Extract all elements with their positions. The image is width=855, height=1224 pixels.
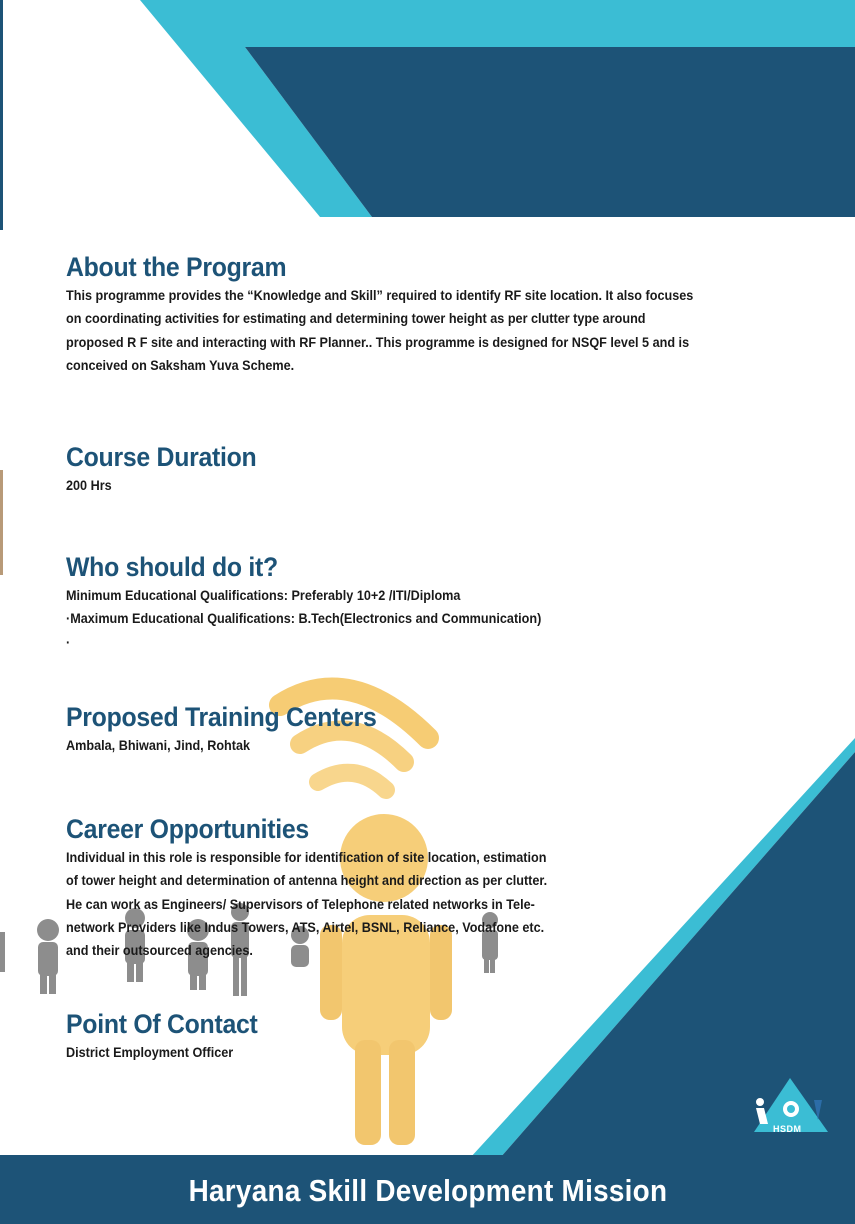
about-line: on coordinating activities for estimating and determining tower height as per clutter type around xyxy=(66,311,646,327)
contact-value: District Employment Officer xyxy=(66,1045,234,1060)
centers-section xyxy=(66,700,716,757)
qualification-line: Minimum Educational Qualifications: Preferably 10+2 /ITI/Diploma xyxy=(66,588,461,603)
career-section xyxy=(66,812,716,962)
footer-title: Haryana Skill Development Mission xyxy=(188,1172,667,1208)
career-line: of tower height and determination of antenna height and direction as per clutter. xyxy=(66,873,548,889)
about-section xyxy=(66,250,716,377)
who-text xyxy=(66,584,671,654)
contact-heading: Point Of Contact xyxy=(66,1009,258,1039)
who-heading: Who should do it? xyxy=(66,552,278,582)
about-line: proposed R F site and interacting with RF Planner.. This programme is designed for NSQF level 5 and is xyxy=(66,334,690,350)
about-line: This programme provides the “Knowledge and Skill” required to identify RF site location. It also focuses xyxy=(66,288,694,303)
who-section xyxy=(66,550,716,654)
duration-heading: Course Duration xyxy=(66,442,257,472)
centers-value: Ambala, Bhiwani, Jind, Rohtak xyxy=(66,738,251,753)
logo-text: HSDM xyxy=(773,1124,802,1134)
duration-section xyxy=(66,440,716,497)
contact-section xyxy=(66,1007,716,1064)
career-line: Individual in this role is responsible for identification of site location, estimation xyxy=(66,850,547,865)
qualification-line: · xyxy=(66,634,71,650)
duration-value: 200 Hrs xyxy=(66,478,112,493)
career-heading: Career Opportunities xyxy=(66,814,309,844)
career-text xyxy=(66,846,671,962)
about-text xyxy=(66,284,694,377)
career-line: He can work as Engineers/ Supervisors of Telephone related networks in Tele- xyxy=(66,896,535,912)
footer-band xyxy=(0,1155,855,1224)
centers-heading: Proposed Training Centers xyxy=(66,702,377,732)
about-line: conceived on Saksham Yuva Scheme. xyxy=(66,357,295,373)
qualification-line: ·Maximum Educational Qualifications: B.Tech(Electronics and Communication) xyxy=(66,611,542,627)
hsdm-logo xyxy=(752,1076,832,1138)
about-heading: About the Program xyxy=(66,252,287,282)
career-line: network Providers like Indus Towers, ATS, Airtel, BSNL, Reliance, Vodafone etc. xyxy=(66,919,545,935)
career-line: and their outsourced agencies. xyxy=(66,943,253,959)
